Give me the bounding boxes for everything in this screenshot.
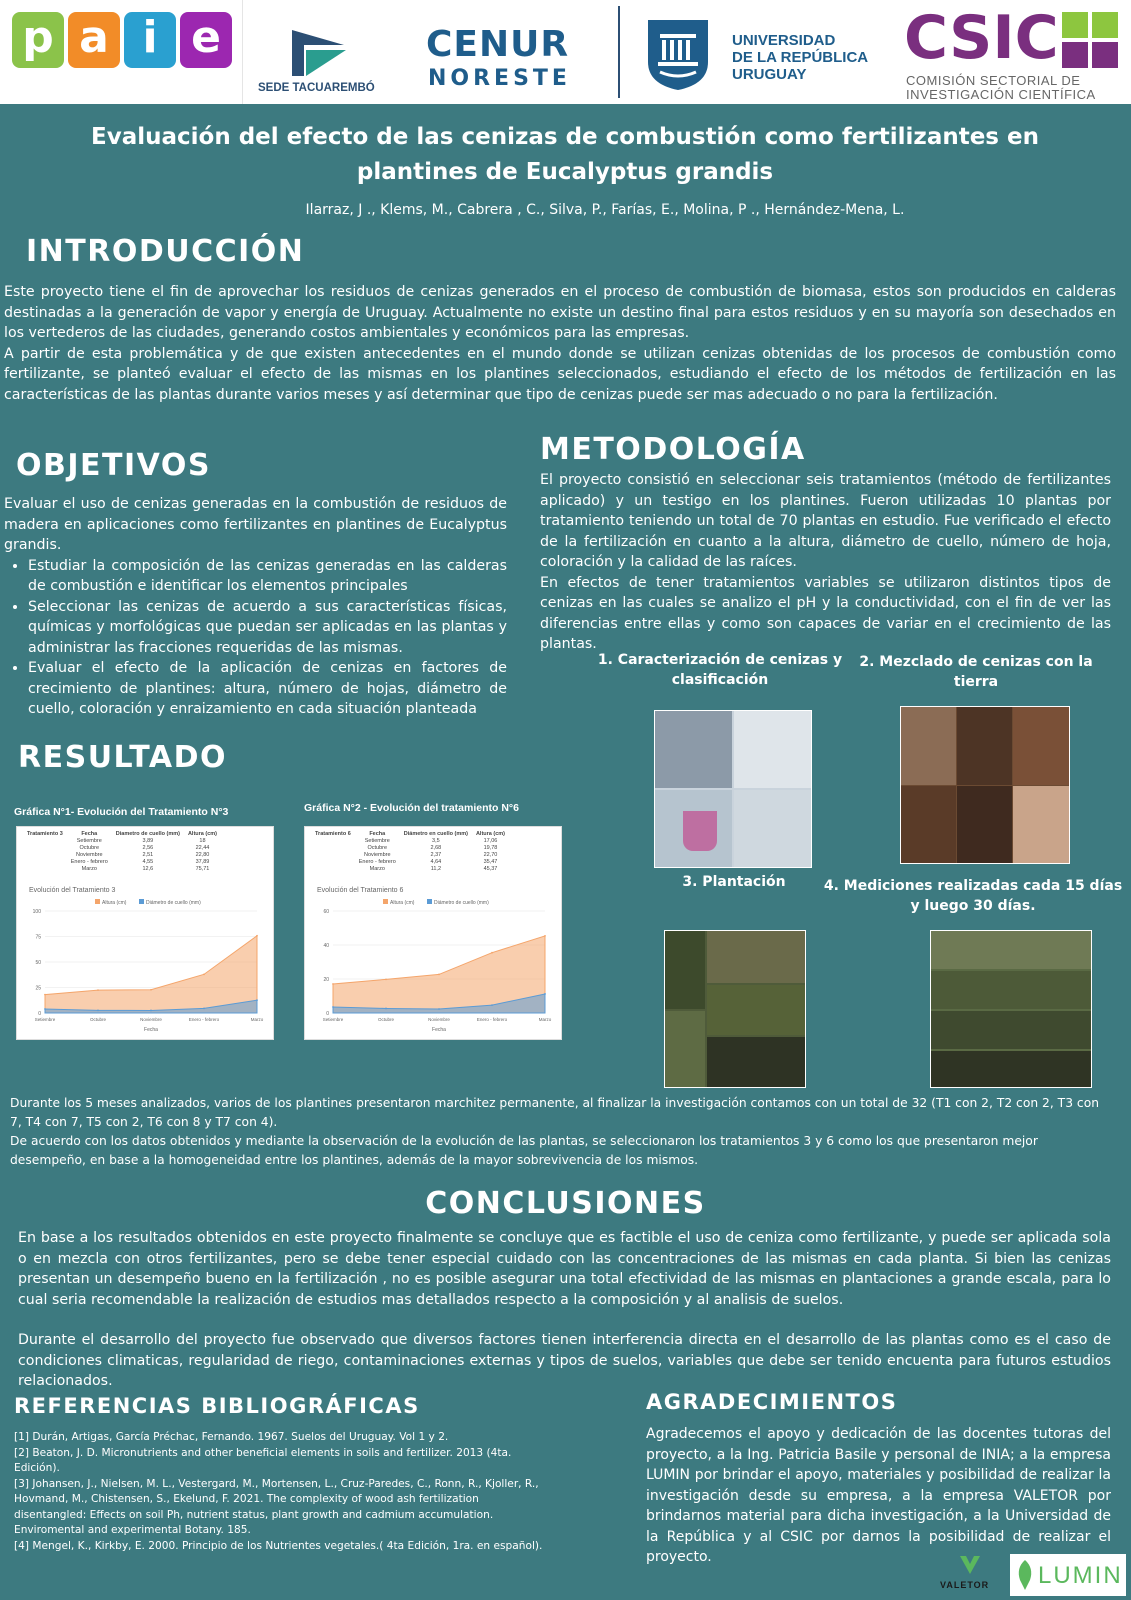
data-point (544, 993, 546, 995)
table-cell: 18 (199, 838, 206, 844)
x-tick-label: Octubre (377, 1017, 395, 1022)
chart1-panel (16, 826, 274, 1040)
cenur-subtitle: NORESTE (428, 66, 571, 91)
authors: Ilarraz, J ., Klems, M., Cabrera , C., Silva, P., Farías, E., Molina, P ., Hernández-Mena, L. (305, 202, 905, 218)
data-point (332, 983, 334, 985)
table-cell: 2,56 (142, 845, 154, 851)
table-header: Diametro de cuello (mm) (115, 831, 180, 837)
legend-swatch (427, 899, 432, 904)
x-tick-label: Setiembre (322, 1017, 344, 1022)
x-tick-label: Enero - febrero (476, 1017, 508, 1022)
table-cell: Noviembre (75, 852, 103, 858)
udelar-line-2: DE LA REPÚBLICA (732, 49, 869, 66)
objetivos-item: • Evaluar el efecto de la aplicación de cenizas en factores de crecimiento de plantines: altura, número de hojas, diámetro de cuello, coloración y enraizamiento en cada situación planteada (28, 658, 507, 720)
paie-letter-p: p (12, 12, 64, 68)
table-cell: Enero - febrero (358, 859, 396, 865)
data-point (385, 1008, 387, 1010)
valetor-leaf-icon (958, 1554, 982, 1576)
table-cell: 4,55 (142, 859, 154, 865)
chart2-table-caption: Tratamiento 6 (315, 831, 351, 837)
metodologia-paragraph-2: En efectos de tener tratamientos variables se utilizaron distintos tipos de cenizas en las cuales se analizo el pH y la conductividad, con el fin de ver las diferencias entre ellas y como son capaces de variar en el crecimiento de las plantas. (540, 574, 1111, 652)
table-cell: Marzo (81, 866, 97, 872)
resultado-paragraph-2: De acuerdo con los datos obtenidos y mediante la observación de la evolución de las plantas, se seleccionaron los tratamientos 3 y 6 como los que presentaron mejor desempeño, en base a la homogeneidad entre los plantines, además de la mayor sobrevivencia de los mismos. (10, 1134, 1038, 1167)
chart2-panel (304, 826, 562, 1040)
csic-line-2: INVESTIGACIÓN CIENTÍFICA (906, 87, 1096, 102)
objetivos-list (4, 556, 507, 720)
sede-label: SEDE TACUAREMBÓ (258, 82, 375, 94)
data-point (150, 989, 152, 991)
table-cell: 3,5 (432, 838, 440, 844)
lumin-logo (1010, 1554, 1126, 1596)
table-cell: Setiembre (76, 838, 102, 844)
intro-text (4, 282, 1116, 405)
resultado-paragraph-1: Durante los 5 meses analizados, varios de los plantines presentaron marchitez permanente, al finalizar la investigación contamos con un total de 32 (T1 con 2, T2 con 2, T3 con 7, T4 con 7, T5 con 2, T6 con 8 y T7 con 4). (10, 1096, 1100, 1129)
chart1-table (23, 831, 221, 873)
data-point (44, 994, 46, 996)
data-point (44, 1008, 46, 1010)
table-cell: 12,6 (142, 866, 154, 872)
table-header: Altura (cm) (187, 831, 217, 837)
valetor-label: VALETOR (940, 1580, 990, 1590)
x-axis-label: Fecha (144, 1027, 158, 1033)
x-tick-label: Marzo (250, 1017, 264, 1022)
y-tick-label: 0 (38, 1011, 41, 1017)
agradecimientos-heading: AGRADECIMIENTOS (646, 1390, 898, 1414)
table-cell: Octubre (79, 845, 100, 851)
csic-line-1: COMISIÓN SECTORIAL DE (906, 73, 1081, 88)
x-tick-label: Enero - febrero (188, 1017, 220, 1022)
udelar-logo (616, 0, 891, 104)
table-cell: Marzo (369, 866, 385, 872)
cenur-title: CENUR (426, 24, 570, 65)
referencias-heading: REFERENCIAS BIBLIOGRÁFICAS (14, 1394, 420, 1418)
data-point (256, 999, 258, 1001)
udelar-line-1: UNIVERSIDAD (732, 32, 836, 49)
table-cell: 11,2 (430, 866, 441, 872)
metodologia-step-2: 2. Mezclado de cenizas con la tierra (859, 654, 1093, 690)
data-point (203, 973, 205, 975)
objetivos-heading: OBJETIVOS (16, 448, 211, 483)
plantacion-photo (664, 930, 806, 1088)
intro-paragraph-2: A partir de esta problemática y de que existen antecedentes en el mundo donde se utilizan cenizas obtenidas de los procesos de combustión como fertilizante, se planteó evaluar el efecto de las mismas en los plantines seleccionados, estudiando el efecto de los métodos de fertilización en las características de las plantas durante varios meses y así determinar que tipo de cenizas puede ser mas adecuado o no para la fertilización. (4, 345, 1116, 403)
legend-swatch (139, 899, 144, 904)
y-tick-label: 50 (35, 960, 41, 966)
header-logo-bar (0, 0, 1131, 104)
cenur-noreste-logo (410, 0, 610, 104)
metodologia-paragraph-1: El proyecto consistió en seleccionar seis tratamientos (método de fertilizantes aplicado) y un testigo en los plantines. Fueron utilizadas 10 plantas por tratamiento teniendo un total de 70 plantas en estudio. Fue verificado el efecto de la fertilización en cuanto a la altura, diámetro de cuello, número de hoja, coloración y la calidad de las raíces. (540, 472, 1111, 570)
series-area (45, 936, 257, 1013)
objetivos-text (4, 494, 507, 720)
referencia-item: [1] Durán, Artigas, García Préchac, Fernando. 1967. Suelos del Uruguay. Vol 1 y 2. (14, 1431, 449, 1443)
chart1-svg (23, 881, 267, 1035)
legend-swatch (95, 899, 100, 904)
cenizas-tierra-photo (900, 706, 1070, 864)
metodologia-step-1: 1. Caracterización de cenizas y clasificación (597, 652, 843, 688)
table-cell: 22,80 (195, 852, 210, 858)
table-header: Diámetro en cuello (mm) (403, 831, 468, 837)
data-point (203, 1007, 205, 1009)
referencia-item: [4] Mengel, K., Kirkby, E. 2000. Principio de los Nutrientes vegetales.( 4ta Edición, 1ra. en español). (14, 1539, 543, 1552)
table-header: Altura (cm) (475, 831, 505, 837)
resultado-text (10, 1094, 1110, 1170)
legend-label: Altura (cm) (390, 900, 415, 906)
agradecimientos-text: Agradecemos el apoyo y dedicación de las docentes tutoras del proyecto, a la Ing. Patricia Basile y personal de INIA; a la empresa LUMIN por brindar el apoyo, materiales y posibilidad de realizar la investigación desde su empresa, a la empresa VALETOR por brindarnos material para dicha investigación, a la Universidad de la República y al CSIC por darnos la posibilidad de realizar el proyecto. (646, 1426, 1111, 1565)
y-tick-label: 100 (32, 909, 41, 915)
x-axis-label: Fecha (432, 1027, 446, 1033)
legend-label: Diámetro de cuello (mm) (434, 900, 489, 906)
table-cell: 22,44 (195, 845, 210, 851)
udelar-line-3: URUGUAY (732, 66, 807, 83)
y-tick-label: 25 (35, 985, 41, 992)
table-cell: 17,06 (483, 838, 498, 844)
conclusiones-paragraph-1: En base a los resultados obtenidos en este proyecto finalmente se concluye que es factible el uso de ceniza como fertilizante, y puede ser aplicada sola o en mezcla con otros fertilizantes, pero se debe tener especial cuidado con las concentraciones de las mismas en cada planta. Si bien las cenizas presentan un desempeño bueno en la fertilización , no es posible asegurar una total efectividad de las mismas en plantaciones a grande escala, para lo cual seria recomendable la realización de estudios mas detallados respecto a la composición y al analisis de suelos. (18, 1230, 1111, 1308)
intro-paragraph-1: Este proyecto tiene el fin de aprovechar los residuos de cenizas generados en el proceso de combustión de biomasa, estos son producidos en calderas destinadas a la generación de vapor y energía de Uruguay. Actualmente no existe un destino final para estos residuos y en su mayoría son desechados en los vertederos de las ciudades, generando costos ambientales y económicos para las empresas. (4, 284, 1116, 341)
chart1-caption: Gráfica N°1- Evolución del Tratamiento N°3 (14, 806, 229, 818)
data-point (150, 1010, 152, 1012)
table-cell: 35,47 (483, 859, 498, 865)
x-tick-label: Noviembre (140, 1017, 162, 1022)
data-point (256, 935, 258, 937)
chart1-table-caption: Tratamiento 3 (27, 831, 63, 837)
metodologia-step-3: 3. Plantación (682, 874, 786, 890)
chart2-caption: Gráfica N°2 - Evolución del tratamiento N°6 (304, 802, 519, 814)
y-tick-label: 75 (35, 934, 41, 941)
lumin-tree-icon (1014, 1558, 1036, 1592)
table-cell: 2,37 (430, 852, 442, 858)
resultado-heading: RESULTADO (18, 740, 227, 775)
table-cell: 3,89 (142, 838, 154, 844)
data-point (438, 1008, 440, 1010)
x-tick-label: Marzo (538, 1017, 552, 1022)
csic-squares-icon (1062, 12, 1120, 70)
paie-letter-i: i (124, 12, 176, 68)
sede-tacuarembo-logo (246, 0, 396, 104)
paie-letter-e: e (180, 12, 232, 68)
data-point (438, 974, 440, 976)
chart2-svg (311, 881, 555, 1035)
table-cell: 2,68 (430, 845, 442, 851)
csic-title: CSIC (904, 3, 1059, 73)
table-cell: Enero - febrero (70, 859, 108, 865)
conclusiones-text (18, 1228, 1111, 1392)
table-cell: Octubre (367, 845, 388, 851)
table-cell: Noviembre (363, 852, 391, 858)
referencia-item: [3] Johansen, J., Nielsen, M. L., Vestergard, M., Mortensen, L., Cruz-Paredes, C., Ronn, R., Kjoller, R., Hovmand, M., Chistensen, S., Ekelund, F. 2021. The complexity of wood ash fertilization disentangled: Effects on soil Ph, nutrient status, plant growth and cadmium accumulation. Enviromental and experimental Botany. 185. (14, 1477, 539, 1536)
referencias-list (14, 1430, 544, 1554)
x-tick-label: Setiembre (34, 1017, 56, 1022)
csic-logo (898, 0, 1131, 104)
cenizas-lab-photo (654, 710, 812, 868)
table-cell: 45,37 (483, 866, 498, 872)
chart-title: Evolución del Tratamiento 6 (317, 887, 404, 894)
poster-title: Evaluación del efecto de las cenizas de combustión como fertilizantes en plantines de Eucalyptus grandis (91, 124, 1039, 185)
table-cell: 2,51 (142, 852, 154, 858)
conclusiones-heading: CONCLUSIONES (425, 1186, 706, 1221)
chart-title: Evolución del Tratamiento 3 (29, 887, 116, 894)
chart2-table (311, 831, 509, 873)
table-cell: 4,64 (430, 859, 442, 865)
table-cell: 19,78 (483, 845, 498, 851)
y-tick-label: 0 (326, 1011, 329, 1017)
paie-letter-a: a (68, 12, 120, 68)
table-cell: Setiembre (364, 838, 390, 844)
data-point (544, 935, 546, 937)
data-point (385, 978, 387, 980)
data-point (97, 989, 99, 991)
table-cell: 37,89 (195, 859, 210, 865)
objetivos-item: • Estudiar la composición de las cenizas generadas en las calderas de combustión e identificar los elementos principales (28, 556, 507, 597)
y-tick-label: 40 (323, 943, 329, 949)
x-tick-label: Octubre (89, 1017, 107, 1022)
mediciones-photo (930, 930, 1092, 1088)
legend-swatch (383, 899, 388, 904)
intro-heading: INTRODUCCIÓN (26, 234, 305, 269)
metodologia-step-4: 4. Mediciones realizadas cada 15 días y luego 30 días. (823, 878, 1123, 914)
table-header: Fecha (81, 831, 98, 837)
valetor-logo (940, 1554, 1000, 1596)
data-point (491, 952, 493, 954)
referencia-item: [2] Beaton, J. D. Micronutrients and other beneficial elements in soils and fertilizer. 2013 (4ta. Edición). (14, 1446, 512, 1474)
data-point (97, 1009, 99, 1011)
objetivos-item: • Seleccionar las cenizas de acuerdo a sus características físicas, químicas y morfológicas que puedan ser aplicadas en las plantas y administrar las fracciones requeridas de las mismas. (28, 597, 507, 659)
lumin-label: LUMIN (1038, 1562, 1123, 1589)
data-point (491, 1004, 493, 1006)
table-cell: 22,70 (483, 852, 498, 858)
data-point (332, 1006, 334, 1008)
metodologia-heading: METODOLOGÍA (540, 432, 806, 467)
conclusiones-paragraph-2: Durante el desarrollo del proyecto fue observado que diversos factores tienen interferencia directa en el desarrollo de las plantas como es el caso de condiciones climaticas, regularidad de riego, contaminaciones externas y tipos de suelos, variables que debe ser tenido encuenta para futuros estudios relacionados. (18, 1332, 1111, 1389)
y-tick-label: 60 (323, 909, 329, 915)
y-tick-label: 20 (323, 977, 329, 983)
table-cell: 75,71 (195, 866, 210, 872)
metodologia-text (540, 470, 1111, 655)
x-tick-label: Noviembre (428, 1017, 450, 1022)
objetivos-intro: Evaluar el uso de cenizas generadas en la combustión de residuos de madera en aplicaciones como fertilizantes en plantines de Eucalyptus grandis. (4, 496, 507, 553)
table-header: Fecha (369, 831, 386, 837)
legend-label: Diámetro de cuello (mm) (146, 900, 201, 906)
udelar-shield-icon (646, 18, 710, 92)
legend-label: Altura (cm) (102, 900, 127, 906)
paie-logo (0, 0, 242, 104)
